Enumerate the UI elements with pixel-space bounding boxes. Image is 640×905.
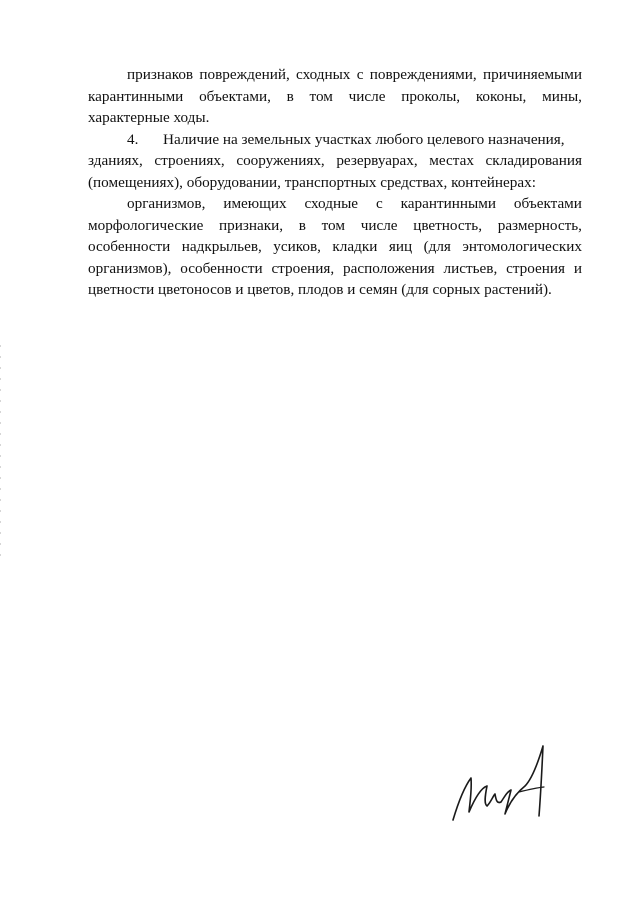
word: и [573,259,582,277]
word: сходных [296,66,351,83]
word: кладки [332,238,378,255]
word: организмов), [88,259,172,277]
document-body [88,64,582,301]
word: признаков [127,66,194,83]
word: признаки, [219,216,284,234]
word: энтомологических [462,238,582,255]
word: цветность, [413,216,483,234]
item-heading-text: Наличие на земельных участках любого целевого назначения, [163,130,565,148]
text-line [88,86,582,108]
word: причиняемыми [482,66,582,83]
word: числе [360,216,398,234]
word: резервуарах, [336,152,418,169]
word: строения [506,259,566,277]
word: складирования [485,152,582,169]
word: проколы, [401,87,461,105]
text-line [88,236,582,258]
word: усиков, [273,238,321,255]
word: морфологические [88,216,204,234]
word: с [375,195,383,212]
word: зданиях, [88,152,143,169]
word: в [298,216,306,234]
word: повреждениями, [369,66,477,83]
word: особенности [180,259,263,277]
word: мины, [542,87,582,105]
word: строения, [271,259,335,277]
text-line: цветности цветоносов и цветов, плодов и семян (для сорных растений). [88,281,552,298]
word: карантинными [400,195,496,212]
text-line [88,215,582,237]
word: повреждений, [199,66,290,83]
text-line [88,150,582,172]
word: том [309,87,333,105]
text-line: характерные ходы. [88,109,210,126]
word: листьев, [443,259,498,277]
word: объектами [513,195,582,212]
word: карантинными [88,87,184,105]
word: числе [348,87,386,105]
word: с [356,66,364,83]
word: сходные [304,195,359,212]
scan-edge-artifact [0,345,2,885]
word: яиц [388,238,413,255]
word: том [321,216,345,234]
text-line [88,258,582,280]
word: (для [423,238,451,255]
word: местах [429,152,474,169]
text-line: (помещениях), оборудовании, транспортных средствах, контейнерах: [88,173,536,191]
handwritten-signature [445,738,555,828]
word: расположения [343,259,435,277]
item-number: 4. [127,130,139,148]
word: организмов, [127,195,206,212]
word: особенности [88,238,171,255]
word: размерность, [497,216,582,234]
word: коконы, [475,87,527,105]
numbered-item-line [88,129,582,151]
word: строениях, [154,152,225,169]
word: сооружениях, [236,152,325,169]
word: надкрыльев, [181,238,262,255]
word: в [286,87,294,105]
text-line [88,193,582,215]
word: имеющих [223,195,287,212]
word: объектами, [199,87,271,105]
text-line [88,64,582,86]
